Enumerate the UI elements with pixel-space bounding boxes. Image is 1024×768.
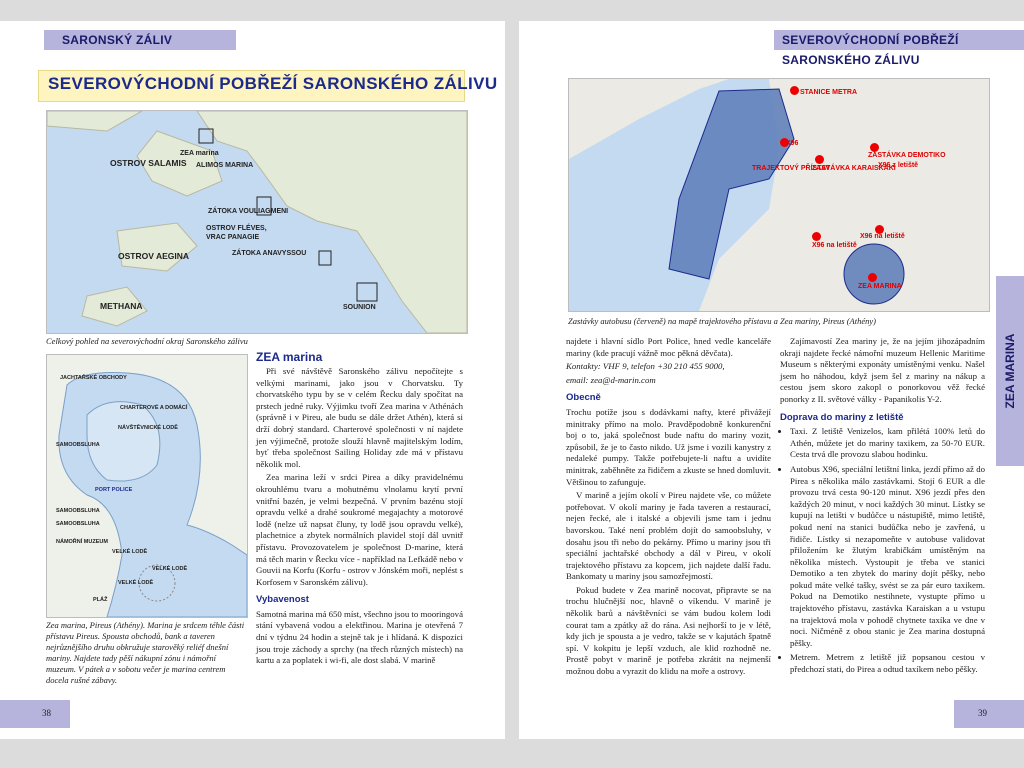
- ferry-port-map: [568, 78, 990, 312]
- label-zea: ZEA marina: [180, 150, 219, 157]
- side-tab-label: ZEA MARINA: [1003, 333, 1017, 409]
- label-karaiskaki: ZASTÁVKA KARAISKAKI: [812, 165, 896, 172]
- bus-stop-marker: [870, 143, 879, 152]
- right-page-number: 39: [978, 708, 987, 718]
- paragraph: Pokud budete v Zea marině nocovat, připravte se na trochu hlučnější noc, hlavně o víkendu. V marině je několik barů a návštěvníci se vám budou kolem lodi courat tam a zpátky až do rána. Asi nejhorší to je v létě, kdy jich je spousta a je vedro, takže se v kajutách špatně spí. V kokpitu je lepší vzduch, ale klid rozhodně ne. Prostě pobyt v marině je potřeba zkrátit na nejmenší možnou dobu a vyrazit do klidu na moře a ostrovy.: [566, 584, 771, 677]
- left-body-text: [256, 366, 463, 669]
- paragraph: Samotná marina má 650 míst, všechno jsou to mooringová stání vybavená vodou a elektřinou. Marina je otevřená 7 dní v týdnu 24 hodin a stejně tak je i hlídaná. K dispozici jsou troje záchody a sprchy (na třech různých místech) na kartu a za poplatek i wi-fi, ale dost slabá. V marině: [256, 608, 463, 666]
- map2-caption: Zea marina, Pireus (Athény). Marina je srdcem téhle části přístavu Pireus. Spousta obchodů, bank a taveren nejrůznějšího druhu obkružuje starověký reliéf dnešní mariny. Najdete tady pěší nákupní zónu i námořní muzeum. V pátek a v sobotu večer je marina centrem docela rušné zábavy.: [46, 620, 245, 685]
- left-page-number: 38: [42, 708, 51, 718]
- label-x96a: X96: [786, 140, 799, 147]
- right-footer-bar: [954, 700, 1024, 728]
- left-footer-bar: [0, 700, 70, 728]
- label-trajekt: TRAJEKTOVÝ PŘÍSTAV: [752, 165, 831, 172]
- saronic-map-shapes: [47, 111, 467, 333]
- label-samoobsluha-3: SAMOOBSLUHA: [56, 521, 100, 527]
- label-port-police: PORT POLICE: [95, 487, 133, 493]
- label-velke-1: VELKÉ LODĚ: [112, 549, 148, 555]
- label-demotiko: ZASTÁVKA DEMOTIKO: [868, 152, 946, 159]
- label-navstevnicke: NÁVŠTĚVNICKÉ LODĚ: [118, 425, 178, 431]
- paragraph: Při své návštěvě Saronského zálivu nepočítejte s velkými marinami, jako jsou v Chorvatsku. Ty chorvatského typu by se v celém Řecku daly spočítat na prstech jedné ruky. Výjimku tvoří Zea marina v Athénách (správně i v Pireu, ale budu se dále držet Athén), která si drží dobrý standard. Charterové společnosti v ní najdete jen výjimečně, protože slouží hlavně majitelským lodím, byť třeba společnost Sailing Holiday zde má v přístavu několik mol.: [256, 366, 463, 469]
- paragraph: V marině a jejím okolí v Pireu najdete vše, co můžete potřebovat. V okolí mariny je řada taveren a restaurací, nejen řecké, ale i italské a objevili jsme tam i jednu bavorskou. Také není problém dojít do samoobsluhy, v dosahu jsou tři nebo do pekárny. Přímo u mariny jsou tři speciální jachtařské obchody a dál v Pireu, v okolí trajektového přístavu za kopcem, jich najdete další řadu. Bankomaty u mariny jsou samozřejmostí.: [566, 490, 771, 582]
- heading-doprava: Doprava do mariny z letiště: [780, 411, 904, 423]
- list-item: • Taxi. Z letiště Venizelos, kam přilétá 100% letů do Athén, můžete jet do mariny taxikem, za 50-70 EUR. Cesta trvá dle provozu slabou hodinku.: [790, 426, 985, 461]
- heading-vybavenost: Vybavenost: [256, 594, 309, 606]
- email-line: email: zea@d-marin.com: [566, 374, 656, 385]
- label-metro: STANICE METRA: [800, 89, 858, 96]
- label-sounion: SOUNION: [343, 304, 376, 311]
- label-fleves: OSTROV FLÉVES, VRAC PANAGIE: [206, 225, 267, 241]
- label-muzeum: NÁMOŘNÍ MUZEUM: [56, 539, 108, 545]
- label-x96d: X96 na letiště: [860, 233, 905, 240]
- label-aegina: OSTROV AEGINA: [118, 251, 189, 261]
- label-charter: CHARTEROVÉ A DOMÁCÍ: [120, 405, 188, 411]
- map3-caption: Zastávky autobusu (červeně) na mapě trajektového přístavu a Zea mariny, Pireus (Athény): [568, 316, 876, 326]
- paragraph: Trochu potíže jsou s dodávkami nafty, které přivážejí minitraky přímo na molo. Pravděpodobně konkurenční boj o to, jaká společnost bude naftu do mariny vozit, způsobil, že je to často nikdo. Už jsme i vozili kanystry z nedaleké pumpy. Takže potřebujete-li naftu a uvidíte minitrak, zaběhněte za řidičem a zkuste se hned domluvit. Většinou to zafunguje.: [566, 406, 771, 487]
- label-vouliagmeni: ZÁTOKA VOULIAGMENI: [208, 208, 289, 215]
- bus-stop-marker: [868, 273, 877, 282]
- label-alimos: ALIMOS MARINA: [196, 162, 254, 169]
- right-header: SEVEROVÝCHODNÍ POBŘEŽÍ SARONSKÉHO ZÁLIVU: [782, 33, 959, 67]
- bus-stop-marker: [790, 86, 799, 95]
- zea-marina-map: [46, 354, 248, 618]
- paragraph: Zajímavostí Zea mariny je, že na jejím jihozápadním okraji najdete řecké námořní muzeum Hellenic Maritime Museum s některými exponáty umístěnými venku. Našel jsem ho náhodou, když jsem šel z mariny na nákup a cestou jsem skoro zakopl o ponorkovou věž řecké ponorky z II. světové války - Papanikolis Y-2.: [780, 336, 985, 404]
- list-item: • Autobus X96, speciální letištní linka, jezdí přímo až do Pirea s několika málo zastávkami. Stojí 6 EUR a dle provozu trvá cesta 90-120 minut. X96 jezdí přes den každých 20 minut, v noci každých 30 minut. Lístky se kupují na letišti v budůčce u nástupiště, mimo letiště, pokud není na stanici budůčka nebo je zavřená, u řidiče. Lístky si nezapomeňte v autobuse validovat přiložením ke žlutým krabičkám umístěným na několika místech. Vystoupit je třeba ve stanici Demotiko a ten zbytek do mariny dojít pěšky, nebo pokud máte velké tašky, svést se za pár euro taxikem. Pokud na Demotiko nestihnete, vystupte přímo u trajektového přístavu, zastávka Karaiskan a u vstupu na trajektová mola v pohodě chytnete taxíka ve dne v noci. Ničméně z obou stanic je Zea marina dostupná pěšky.: [790, 464, 985, 650]
- bus-stop-marker: [812, 232, 821, 241]
- label-velke-3: VELKÉ LODĚ: [118, 580, 154, 586]
- heading-obecne: Obecně: [566, 392, 601, 404]
- label-velke-2: VELKÉ LODĚ: [152, 566, 188, 572]
- label-samoobsluha-2: SAMOOBSLUHA: [56, 508, 100, 514]
- map1-caption: Celkový pohled na severovýchodní okraj Saronského zálivu: [46, 336, 248, 346]
- label-shops: JACHTAŘSKÉ OBCHODY: [60, 375, 127, 381]
- ferry-map-shapes: [569, 79, 989, 311]
- label-x96c: X96 na letiště: [812, 242, 857, 249]
- label-samoobsluha-1: SAMOOBSLUHA: [56, 442, 100, 448]
- label-salamis: OSTROV SALAMIS: [110, 158, 187, 168]
- label-methana: METHANA: [100, 301, 143, 311]
- label-anavyssou: ZÁTOKA ANAVYSSOU: [232, 250, 307, 257]
- right-col2-text: [780, 336, 985, 679]
- right-col1-text: [566, 336, 771, 680]
- label-plaz: PLÁŽ: [93, 597, 108, 603]
- zea-map-shapes: [47, 355, 247, 617]
- list-item: • Metrem. Metrem z letiště již popsanou cestou v předchozí stati, do Pirea a odtud taxíkem nebo pěšky.: [790, 652, 985, 675]
- left-header: SARONSKÝ ZÁLIV: [62, 33, 173, 47]
- page-title: SEVEROVÝCHODNÍ POBŘEŽÍ SARONSKÉHO ZÁLIVU: [48, 74, 498, 93]
- paragraph: najdete i hlavní sídlo Port Police, hned vedle kanceláře mariny (kde pracují vážně moc pěkná děvčata).: [566, 336, 771, 358]
- section-heading-zea: ZEA marina: [256, 350, 323, 364]
- label-x96b: X96 z letiště: [878, 162, 919, 169]
- paragraph: Zea marina leží v srdci Pirea a díky pravidelnému okrouhlému tvaru a mohutnému vlnolamu krytí první vnitřní bazén, je velmi bezpečná. V prvním bazénu stojí opravdu velké a drahé soukromé megajachty a motorové lodě (nelze už napsat čluny, ty lodě jsou opravdu velké), plachetnice a zbytek normálních plavidel stojí dál uvnitř přístavu. Provozovatelem je společnost D-marine, která má těch marin v Řecku více - například na Lefkádě nebo v Gouvii na Korfu (Korfu - ostrov v Jónském moři, neplést s Korfosem v Saronském zálivu).: [256, 472, 463, 587]
- contact-line: Kontakty: VHF 9, telefon +30 210 455 9000,: [566, 361, 725, 372]
- label-zea-marina: ZEA MARINA: [858, 283, 902, 290]
- bus-stop-marker: [815, 155, 824, 164]
